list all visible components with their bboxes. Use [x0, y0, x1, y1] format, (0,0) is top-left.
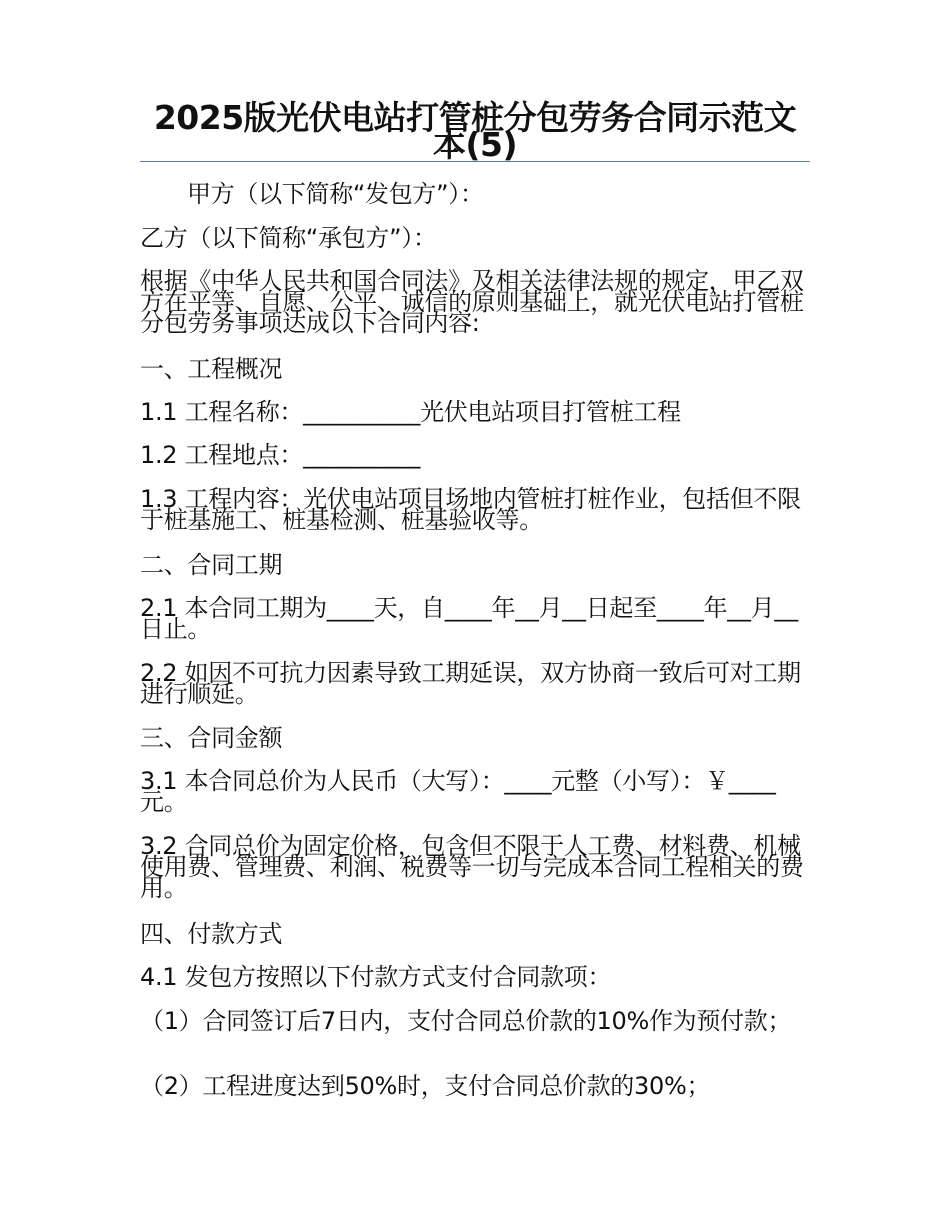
- document-title: 2025版光伏电站打管桩分包劳务合同示范文本(5): [153, 98, 797, 164]
- clause-3-2: 3.2 合同总价为固定价格，包含但不限于人工费、材料费、机械使用费、管理费、利润、税费等一切与完成本合同工程相关的费用。: [140, 832, 804, 902]
- preamble-paragraph: 根据《中华人民共和国合同法》及相关法律法规的规定，甲乙双方在平等、自愿、公平、诚信的原则基础上，就光伏电站打管桩分包劳务事项达成以下合同内容:: [140, 267, 804, 337]
- section-heading-4: 四、付款方式: [140, 920, 283, 948]
- clause-1-3: 1.3 工程内容：光伏电站项目场地内管桩打桩作业，包括但不限于桩基施工、桩基检测、桩基验收等。: [140, 485, 801, 534]
- section-heading-3: 三、合同金额: [140, 724, 283, 752]
- clause-2-2: 2.2 如因不可抗力因素导致工期延误，双方协商一致后可对工期进行顺延。: [140, 659, 801, 708]
- clause-3-1: 3.1 本合同总价为人民币（大写）：____元整（小写）：￥____元。: [140, 767, 776, 816]
- clause-1-2: 1.2 工程地点：__________: [140, 441, 421, 469]
- payment-item-1: （1）合同签订后7日内，支付合同总价款的10%作为预付款；: [140, 1007, 792, 1035]
- clause-1-1: 1.1 工程名称：__________光伏电站项目打管桩工程: [140, 398, 681, 426]
- section-heading-1: 一、工程概况: [140, 355, 283, 383]
- clause-2-1: 2.1 本合同工期为____天，自____年__月__日起至____年__月__日止。: [140, 594, 798, 643]
- clause-4-1: 4.1 发包方按照以下付款方式支付合同款项：: [140, 963, 612, 991]
- party-a-line: 甲方（以下简称“发包方”）：: [187, 180, 484, 208]
- title-underline: [140, 161, 810, 162]
- section-heading-2: 二、合同工期: [140, 551, 283, 579]
- party-b-line: 乙方（以下简称“承包方”）：: [140, 224, 437, 252]
- payment-item-2: （2）工程进度达到50%时，支付合同总价款的30%；: [140, 1072, 711, 1100]
